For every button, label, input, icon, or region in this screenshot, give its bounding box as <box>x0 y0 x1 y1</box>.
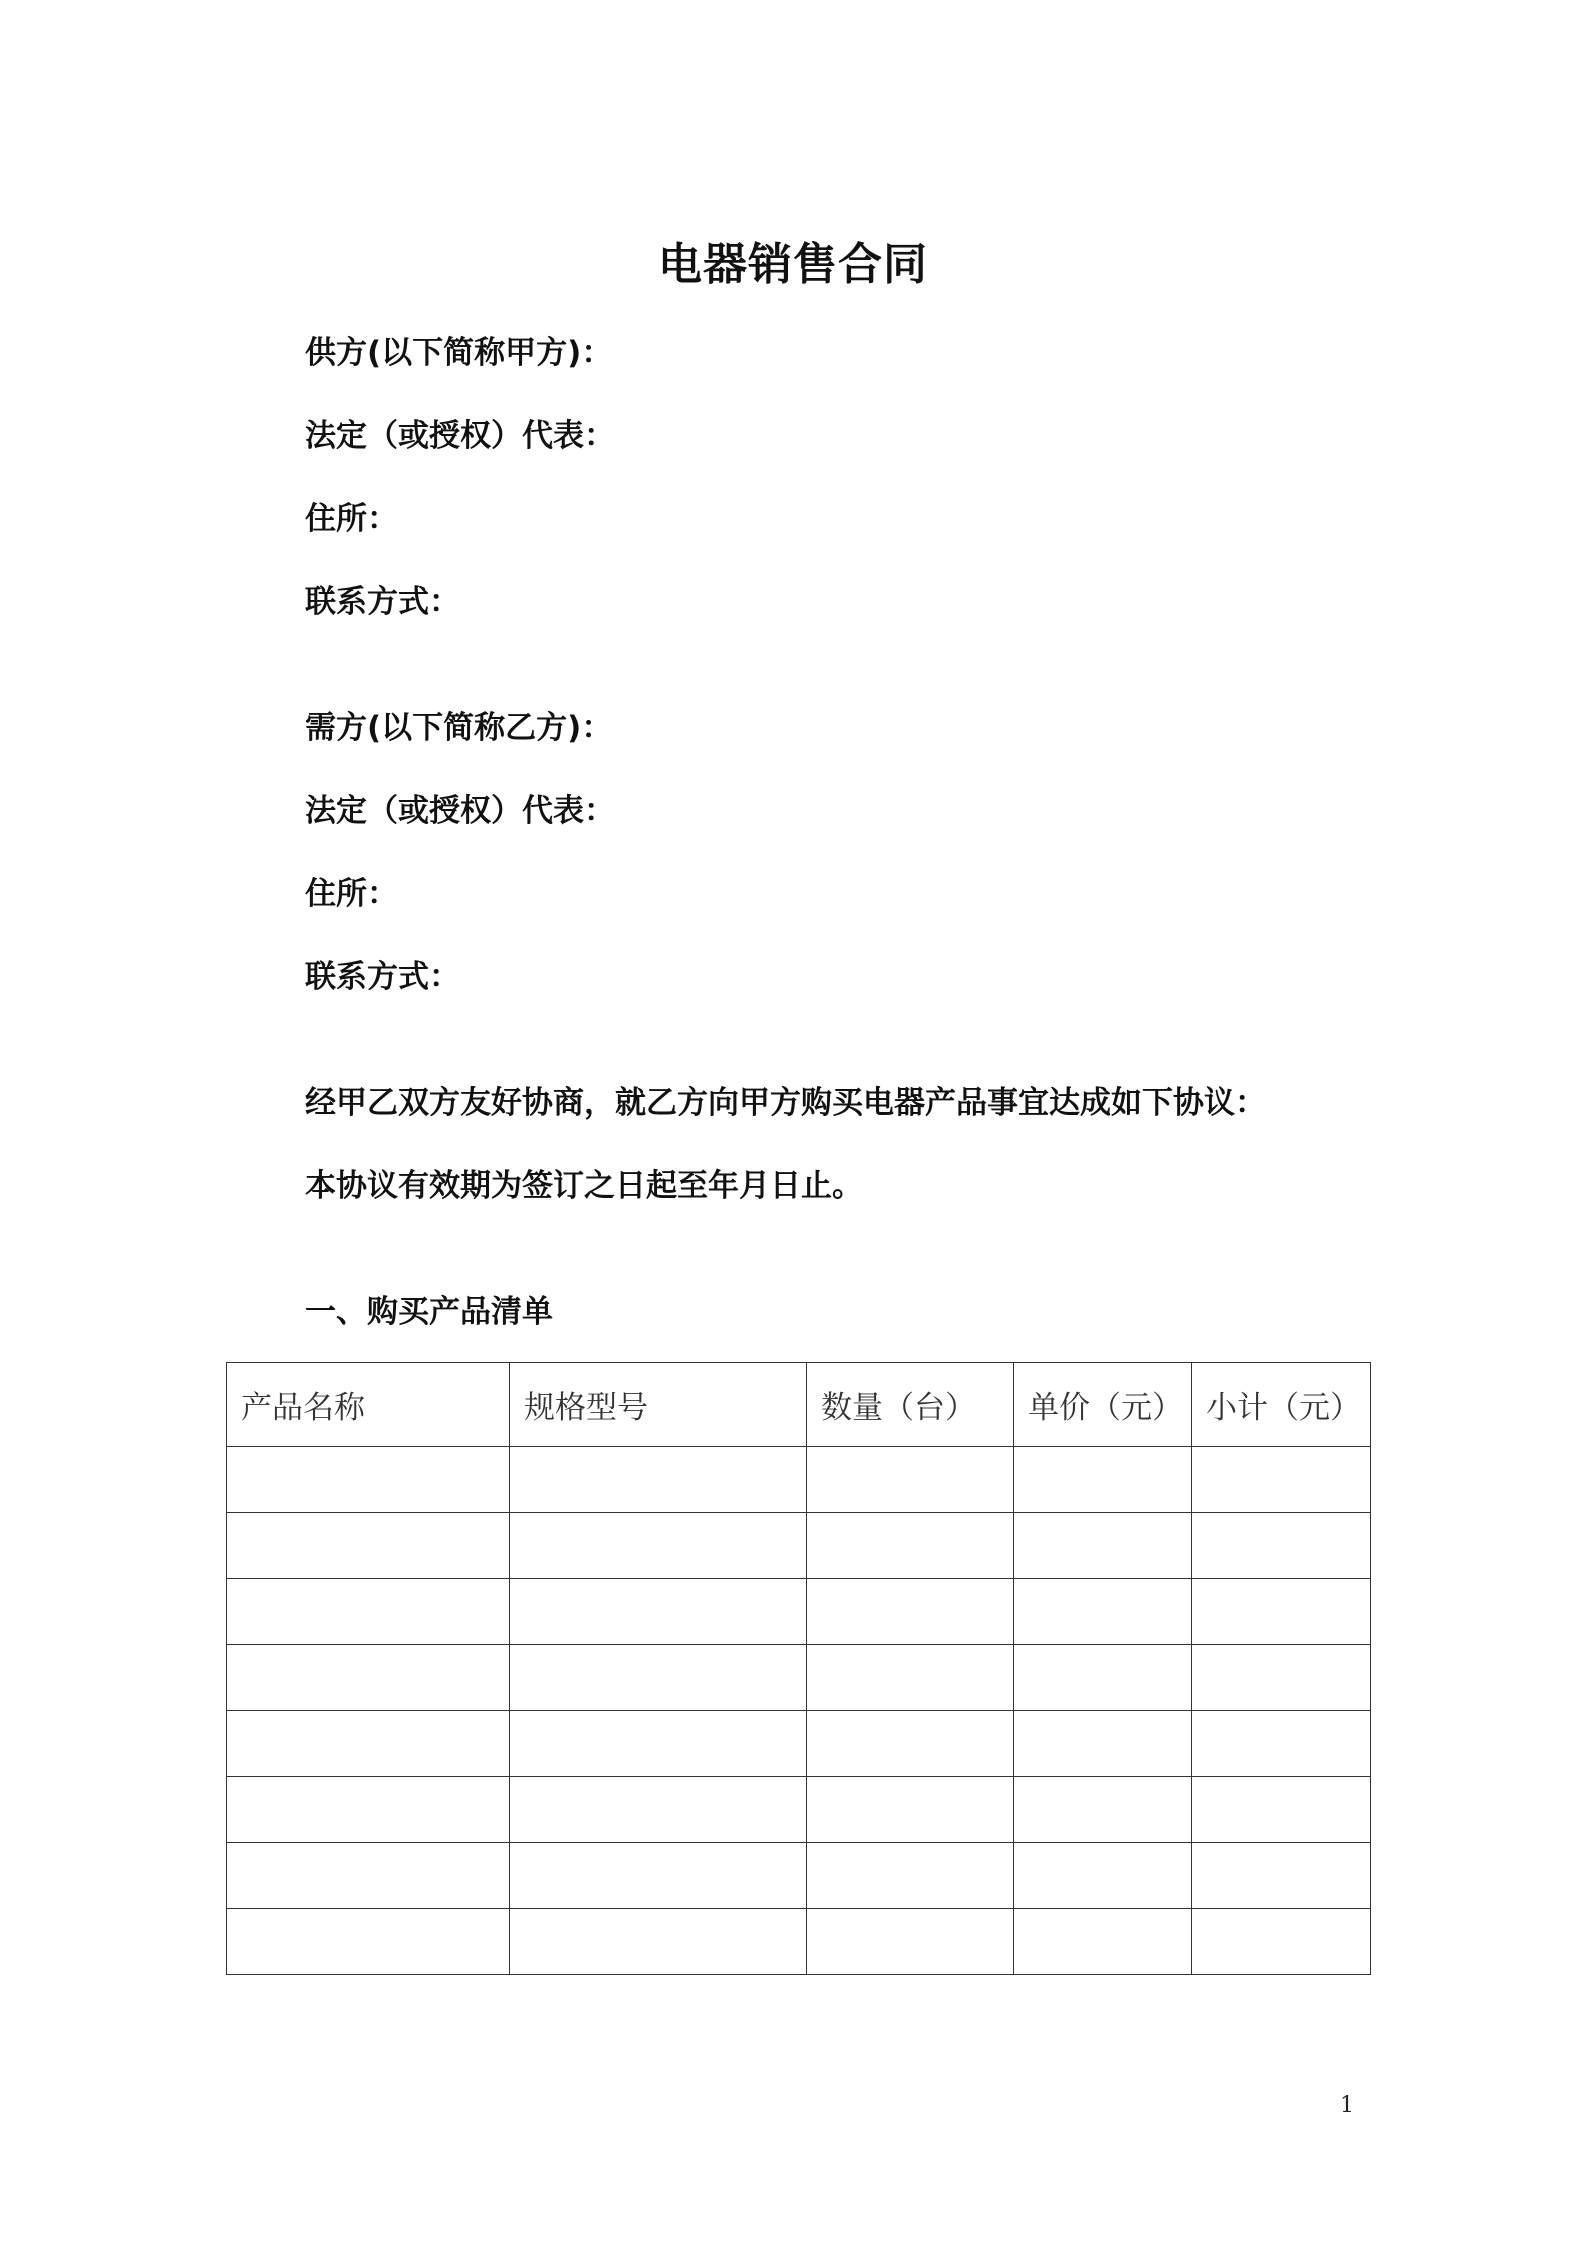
cell-quantity <box>807 1711 1014 1777</box>
cell-subtotal <box>1192 1513 1371 1579</box>
column-header-model: 规格型号 <box>510 1363 807 1447</box>
cell-model <box>510 1579 807 1645</box>
cell-subtotal <box>1192 1711 1371 1777</box>
cell-product-name <box>227 1645 510 1711</box>
column-header-product-name: 产品名称 <box>227 1363 510 1447</box>
cell-model <box>510 1777 807 1843</box>
table-row <box>227 1909 1371 1975</box>
cell-quantity <box>807 1579 1014 1645</box>
cell-model <box>510 1447 807 1513</box>
cell-model <box>510 1843 807 1909</box>
cell-product-name <box>227 1843 510 1909</box>
cell-quantity <box>807 1513 1014 1579</box>
buyer-address-label: 住所： <box>305 876 398 912</box>
cell-product-name <box>227 1909 510 1975</box>
buyer-party-label: 需方(以下简称乙方)： <box>305 710 613 746</box>
column-header-subtotal: 小计（元） <box>1192 1363 1371 1447</box>
cell-quantity <box>807 1777 1014 1843</box>
validity-clause: 本协议有效期为签订之日起至年月日止。 <box>305 1168 863 1204</box>
cell-unit-price <box>1014 1513 1192 1579</box>
supplier-representative-label: 法定（或授权）代表： <box>305 418 615 454</box>
cell-model <box>510 1513 807 1579</box>
cell-subtotal <box>1192 1843 1371 1909</box>
cell-model <box>510 1909 807 1975</box>
table-row <box>227 1579 1371 1645</box>
cell-unit-price <box>1014 1843 1192 1909</box>
cell-unit-price <box>1014 1777 1192 1843</box>
cell-product-name <box>227 1777 510 1843</box>
cell-product-name <box>227 1711 510 1777</box>
section-heading-product-list: 一、购买产品清单 <box>305 1294 553 1330</box>
buyer-representative-label: 法定（或授权）代表： <box>305 793 615 829</box>
supplier-party-label: 供方(以下简称甲方)： <box>305 335 613 371</box>
cell-unit-price <box>1014 1909 1192 1975</box>
buyer-contact-label: 联系方式： <box>305 959 460 995</box>
cell-subtotal <box>1192 1777 1371 1843</box>
cell-quantity <box>807 1909 1014 1975</box>
cell-unit-price <box>1014 1447 1192 1513</box>
cell-model <box>510 1645 807 1711</box>
table-row <box>227 1711 1371 1777</box>
cell-unit-price <box>1014 1645 1192 1711</box>
column-header-quantity: 数量（台） <box>807 1363 1014 1447</box>
table-row <box>227 1447 1371 1513</box>
document-title: 电器销售合同 <box>658 239 928 290</box>
cell-product-name <box>227 1447 510 1513</box>
page-number: 1 <box>1340 2093 1354 2118</box>
table-row <box>227 1513 1371 1579</box>
table-row <box>227 1645 1371 1711</box>
cell-quantity <box>807 1843 1014 1909</box>
cell-unit-price <box>1014 1711 1192 1777</box>
cell-subtotal <box>1192 1579 1371 1645</box>
cell-subtotal <box>1192 1645 1371 1711</box>
cell-quantity <box>807 1645 1014 1711</box>
cell-subtotal <box>1192 1909 1371 1975</box>
cell-unit-price <box>1014 1579 1192 1645</box>
supplier-contact-label: 联系方式： <box>305 584 460 620</box>
cell-quantity <box>807 1447 1014 1513</box>
supplier-address-label: 住所： <box>305 501 398 537</box>
cell-product-name <box>227 1513 510 1579</box>
cell-model <box>510 1711 807 1777</box>
table-row <box>227 1777 1371 1843</box>
agreement-intro: 经甲乙双方友好协商，就乙方向甲方购买电器产品事宜达成如下协议： <box>305 1085 1266 1121</box>
cell-product-name <box>227 1579 510 1645</box>
column-header-unit-price: 单价（元） <box>1014 1363 1192 1447</box>
table-row <box>227 1843 1371 1909</box>
product-list-table <box>226 1362 1371 1975</box>
table-header-row <box>227 1363 1371 1447</box>
cell-subtotal <box>1192 1447 1371 1513</box>
